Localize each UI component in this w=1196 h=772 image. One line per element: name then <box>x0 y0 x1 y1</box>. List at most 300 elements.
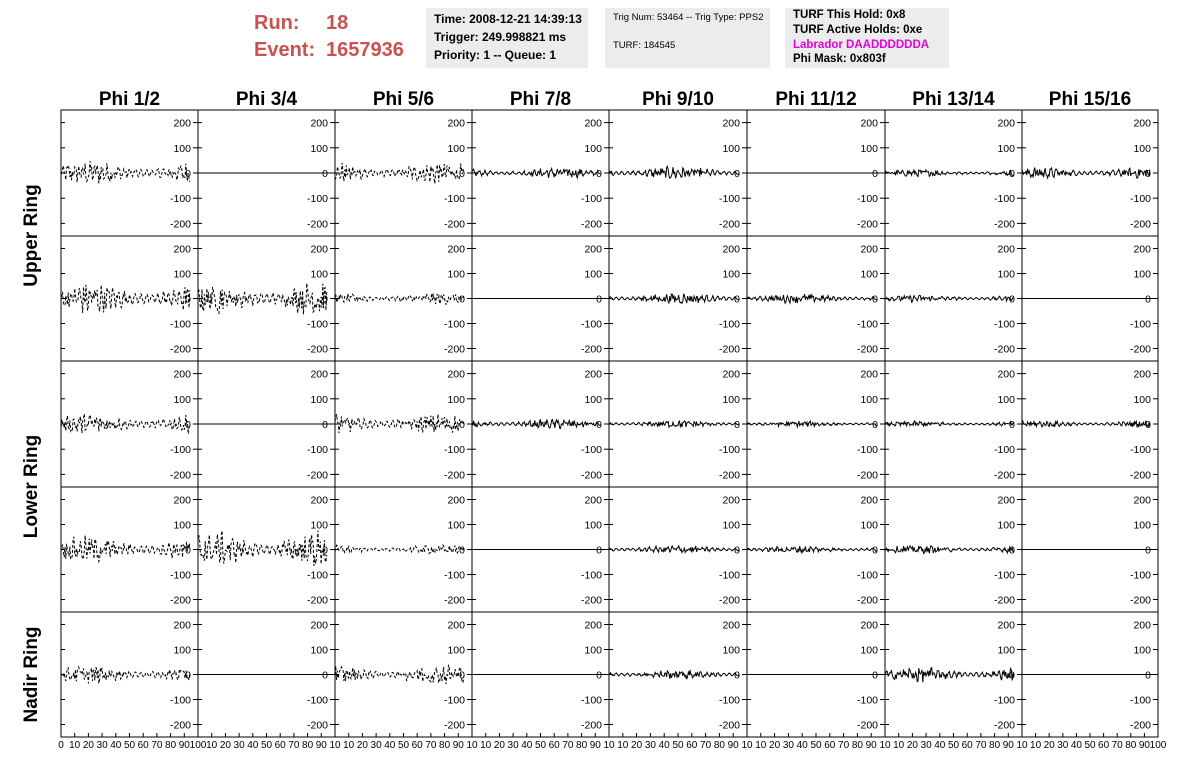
y-tick-label: 200 <box>584 368 602 381</box>
x-tick-label: 50 <box>260 740 273 751</box>
y-tick-label: 0 <box>459 293 465 306</box>
y-tick-label: -200 <box>306 218 328 231</box>
x-tick-label: 10 <box>480 740 492 751</box>
x-tick-label: 100 <box>1149 740 1167 751</box>
y-tick-label: 100 <box>173 268 191 281</box>
y-tick-label: -200 <box>718 218 740 231</box>
x-tick-label: 60 <box>1098 740 1110 751</box>
y-tick-label: -200 <box>306 343 328 356</box>
y-tick-label: -200 <box>306 469 328 482</box>
y-tick-label: 0 <box>596 419 602 431</box>
y-tick-label: -100 <box>718 444 740 457</box>
waveform-panel <box>472 110 609 236</box>
waveform-trace <box>335 163 464 184</box>
y-tick-label: -100 <box>580 569 602 582</box>
y-tick-label: 200 <box>860 243 878 256</box>
y-tick-label: 100 <box>860 644 878 657</box>
y-tick-label: -100 <box>580 694 602 707</box>
y-tick-label: -200 <box>718 469 740 482</box>
y-tick-label: -200 <box>306 594 328 607</box>
y-tick-label: -200 <box>1129 719 1151 732</box>
waveform-trace <box>1022 168 1150 179</box>
x-tick-label: 70 <box>838 740 850 751</box>
y-tick-label: 0 <box>1009 419 1015 431</box>
x-tick-label: 40 <box>796 740 808 751</box>
y-tick-label: 200 <box>310 368 328 381</box>
waveform-panel <box>472 236 609 361</box>
y-tick-label: 0 <box>1145 669 1151 682</box>
x-tick-label: 10 <box>741 740 753 751</box>
y-tick-label: 0 <box>596 168 602 180</box>
column-title: Phi 3/4 <box>235 89 298 110</box>
x-tick-label: 20 <box>493 740 505 751</box>
x-tick-label: 10 <box>755 740 767 751</box>
y-tick-label: -100 <box>718 193 740 206</box>
trigger-text: Trigger: 249.998821 ms <box>434 30 567 44</box>
y-tick-label: 200 <box>860 494 878 507</box>
y-tick-label: -100 <box>1129 694 1151 707</box>
waveform-panel <box>747 612 891 751</box>
waveform-panel <box>885 612 1028 751</box>
x-tick-label: 20 <box>82 740 94 751</box>
y-tick-label: -200 <box>580 594 602 607</box>
waveform-panel <box>885 236 1022 361</box>
y-tick-label: -200 <box>1129 469 1151 482</box>
x-tick-label: 40 <box>110 740 122 751</box>
y-tick-label: -200 <box>856 719 878 732</box>
turf-active-text: TURF Active Holds: 0xe <box>793 24 923 36</box>
x-tick-label: 20 <box>356 740 368 751</box>
x-tick-label: 70 <box>562 740 574 751</box>
column-title: Phi 5/6 <box>372 89 435 110</box>
x-tick-label: 70 <box>700 740 712 751</box>
y-tick-label: 200 <box>1133 243 1151 256</box>
run-value: 18 <box>326 12 349 34</box>
waveform-trace <box>335 293 464 304</box>
column-title: Phi 15/16 <box>1048 89 1132 110</box>
y-tick-label: 0 <box>596 293 602 306</box>
waveform-trace <box>198 283 327 314</box>
y-tick-label: 100 <box>447 268 465 281</box>
y-tick-label: 100 <box>447 142 465 155</box>
waveform-panel <box>885 110 1022 236</box>
y-tick-label: -100 <box>443 318 465 331</box>
time-text: Time: 2008-12-21 14:39:13 <box>434 12 582 26</box>
y-tick-label: 100 <box>447 393 465 406</box>
y-tick-label: -100 <box>306 193 328 206</box>
x-tick-label: 60 <box>411 740 423 751</box>
waveform-panel <box>61 236 198 361</box>
y-tick-label: 200 <box>722 619 740 632</box>
x-tick-label: 10 <box>343 740 355 751</box>
y-tick-label: -100 <box>856 694 878 707</box>
y-tick-label: 0 <box>1145 168 1151 180</box>
waveform-trace <box>61 414 190 434</box>
y-tick-label: -200 <box>169 218 191 231</box>
x-tick-label: 10 <box>206 740 218 751</box>
waveform-trace <box>61 285 190 313</box>
y-tick-label: 0 <box>322 293 328 306</box>
waveform-panel <box>609 236 747 361</box>
y-tick-label: 100 <box>1133 393 1151 406</box>
x-tick-label: 20 <box>219 740 231 751</box>
x-tick-label: 90 <box>727 740 739 751</box>
y-tick-label: 100 <box>997 644 1015 657</box>
y-tick-label: 200 <box>860 619 878 632</box>
row-title: Lower Ring <box>21 434 42 539</box>
waveform-trace <box>1022 421 1150 428</box>
y-tick-label: 200 <box>584 117 602 130</box>
x-tick-label: 80 <box>576 740 588 751</box>
y-tick-label: 100 <box>310 519 328 532</box>
waveform-panel <box>198 612 341 751</box>
x-tick-label: 90 <box>178 740 190 751</box>
y-tick-label: 200 <box>173 368 191 381</box>
x-tick-label: 90 <box>1138 740 1150 751</box>
y-tick-label: -200 <box>169 719 191 732</box>
x-tick-label: 50 <box>397 740 410 751</box>
waveform-trace <box>335 665 464 684</box>
waveform-panel <box>335 110 472 236</box>
y-tick-label: -100 <box>856 444 878 457</box>
waveform-panel <box>609 612 753 751</box>
y-tick-label: -100 <box>306 694 328 707</box>
x-tick-label: 80 <box>1125 740 1137 751</box>
y-tick-label: -200 <box>718 343 740 356</box>
waveform-panel <box>747 110 885 236</box>
y-tick-label: -100 <box>1129 569 1151 582</box>
y-tick-label: -200 <box>580 218 602 231</box>
priority-text: Priority: 1 -- Queue: 1 <box>434 48 557 62</box>
y-tick-label: 100 <box>997 142 1015 155</box>
waveform-panel <box>1022 361 1158 487</box>
x-tick-label: 10 <box>466 740 478 751</box>
x-tick-label: 10 <box>1030 740 1042 751</box>
y-tick-label: -200 <box>443 218 465 231</box>
y-tick-label: 200 <box>1133 117 1151 130</box>
y-tick-label: -200 <box>580 469 602 482</box>
y-tick-label: 200 <box>310 619 328 632</box>
y-tick-label: 200 <box>447 243 465 256</box>
y-tick-label: -200 <box>856 594 878 607</box>
y-tick-label: 100 <box>860 519 878 532</box>
y-tick-label: 0 <box>1009 168 1015 180</box>
y-tick-label: -100 <box>856 318 878 331</box>
x-tick-label: 70 <box>288 740 300 751</box>
y-tick-label: -200 <box>993 469 1015 482</box>
y-tick-label: -200 <box>169 343 191 356</box>
y-tick-label: -100 <box>993 694 1015 707</box>
y-tick-label: -200 <box>993 343 1015 356</box>
y-tick-label: -100 <box>306 569 328 582</box>
event-value: 1657936 <box>326 39 404 61</box>
x-tick-label: 80 <box>989 740 1001 751</box>
x-tick-label: 30 <box>370 740 382 751</box>
column-title: Phi 11/12 <box>775 89 857 110</box>
y-tick-label: 200 <box>997 494 1015 507</box>
waveform-panel <box>335 236 472 361</box>
waveform-panel <box>472 612 615 751</box>
waveform-trace <box>61 535 190 561</box>
waveform-panel <box>58 612 207 751</box>
y-tick-label: 100 <box>860 393 878 406</box>
column-title: Phi 7/8 <box>509 89 572 110</box>
x-tick-label: 10 <box>1016 740 1028 751</box>
phi-mask-text: Phi Mask: 0x803f <box>793 53 886 65</box>
turf-hold-text: TURF This Hold: 0x8 <box>793 9 906 21</box>
y-tick-label: -200 <box>993 218 1015 231</box>
x-tick-label: 80 <box>851 740 863 751</box>
y-tick-label: 100 <box>447 644 465 657</box>
y-tick-label: -100 <box>443 569 465 582</box>
x-tick-label: 90 <box>315 740 327 751</box>
waveform-panel <box>609 361 747 487</box>
y-tick-label: -200 <box>1129 343 1151 356</box>
waveform-panel <box>198 236 335 361</box>
y-tick-label: -100 <box>306 318 328 331</box>
y-tick-label: 100 <box>584 644 602 657</box>
x-tick-label: 60 <box>274 740 286 751</box>
x-tick-label: 10 <box>893 740 905 751</box>
y-tick-label: -100 <box>580 444 602 457</box>
x-tick-label: 30 <box>507 740 519 751</box>
y-tick-label: -200 <box>580 343 602 356</box>
y-tick-label: -200 <box>1129 218 1151 231</box>
x-tick-label: 40 <box>658 740 670 751</box>
y-tick-label: 100 <box>722 142 740 155</box>
x-tick-label: 80 <box>439 740 451 751</box>
waveform-trace <box>609 670 739 679</box>
waveform-trace <box>747 294 877 303</box>
x-tick-label: 40 <box>247 740 259 751</box>
column-title: Phi 13/14 <box>912 89 995 110</box>
y-tick-label: 100 <box>997 519 1015 532</box>
waveform-panel <box>472 487 609 612</box>
waveform-panel <box>609 487 747 612</box>
y-tick-label: 0 <box>1009 293 1015 306</box>
waveform-panel <box>198 487 335 612</box>
y-tick-label: 0 <box>185 544 191 557</box>
x-tick-label: 90 <box>1002 740 1014 751</box>
waveform-panel <box>1022 236 1158 361</box>
x-tick-label: 60 <box>961 740 973 751</box>
y-tick-label: 100 <box>722 644 740 657</box>
y-tick-label: 100 <box>584 393 602 406</box>
y-tick-label: 0 <box>459 669 465 682</box>
y-tick-label: 200 <box>447 368 465 381</box>
waveform-trace <box>885 546 1014 554</box>
y-tick-label: -200 <box>993 719 1015 732</box>
y-tick-label: 200 <box>173 117 191 130</box>
y-tick-label: 0 <box>1145 293 1151 306</box>
y-tick-label: 200 <box>447 117 465 130</box>
y-tick-label: -200 <box>580 719 602 732</box>
waveform-panel <box>198 361 335 487</box>
y-tick-label: -200 <box>443 469 465 482</box>
y-tick-label: 200 <box>722 117 740 130</box>
y-tick-label: -100 <box>718 569 740 582</box>
x-tick-label: 80 <box>302 740 314 751</box>
y-tick-label: 0 <box>1009 669 1015 682</box>
waveform-trace <box>472 169 601 178</box>
y-tick-label: -200 <box>993 594 1015 607</box>
x-tick-label: 40 <box>521 740 533 751</box>
y-tick-label: 100 <box>722 519 740 532</box>
y-tick-label: -200 <box>169 469 191 482</box>
y-tick-label: 0 <box>872 293 878 306</box>
x-tick-label: 60 <box>548 740 560 751</box>
y-tick-label: -100 <box>169 694 191 707</box>
x-tick-label: 10 <box>603 740 615 751</box>
y-tick-label: 200 <box>584 243 602 256</box>
y-tick-label: 0 <box>185 168 191 180</box>
y-tick-label: 100 <box>310 644 328 657</box>
waveform-panel <box>747 487 885 612</box>
y-tick-label: 100 <box>1133 519 1151 532</box>
y-tick-label: -100 <box>443 444 465 457</box>
waveform-trace <box>747 421 877 427</box>
y-tick-label: -200 <box>856 469 878 482</box>
waveform-trace <box>335 545 464 554</box>
y-tick-label: 200 <box>310 494 328 507</box>
x-tick-label: 50 <box>1084 740 1096 751</box>
y-tick-label: -200 <box>306 719 328 732</box>
x-tick-label: 20 <box>1043 740 1055 751</box>
trig-num-text: Trig Num: 53464 -- Trig Type: PPS2 <box>613 12 764 23</box>
waveform-trace <box>472 420 601 429</box>
x-tick-label: 70 <box>151 740 163 751</box>
y-tick-label: 200 <box>997 117 1015 130</box>
waveform-trace <box>61 667 190 683</box>
y-tick-label: -100 <box>993 569 1015 582</box>
x-tick-label: 10 <box>329 740 341 751</box>
y-tick-label: 100 <box>310 268 328 281</box>
x-tick-label: 30 <box>644 740 656 751</box>
y-tick-label: 100 <box>997 268 1015 281</box>
y-tick-label: 200 <box>997 619 1015 632</box>
y-tick-label: 100 <box>997 393 1015 406</box>
x-tick-label: 50 <box>123 740 136 751</box>
y-tick-label: 200 <box>1133 368 1151 381</box>
y-tick-label: 0 <box>185 669 191 682</box>
y-tick-label: 0 <box>322 168 328 180</box>
y-tick-label: 200 <box>860 368 878 381</box>
y-tick-label: 100 <box>310 142 328 155</box>
column-title: Phi 9/10 <box>642 89 714 110</box>
y-tick-label: -100 <box>443 193 465 206</box>
waveform-panel <box>1022 487 1158 612</box>
y-tick-label: -200 <box>718 719 740 732</box>
y-tick-label: 100 <box>584 142 602 155</box>
y-tick-label: -200 <box>856 343 878 356</box>
waveform-panel <box>885 487 1022 612</box>
x-tick-label: 20 <box>631 740 643 751</box>
y-tick-label: 0 <box>596 544 602 557</box>
y-tick-label: 100 <box>722 268 740 281</box>
y-tick-label: 200 <box>173 243 191 256</box>
y-tick-label: 0 <box>872 419 878 431</box>
waveform-trace <box>609 421 739 427</box>
y-tick-label: -100 <box>993 444 1015 457</box>
y-tick-label: -200 <box>169 594 191 607</box>
y-tick-label: 0 <box>459 544 465 557</box>
y-tick-label: 200 <box>310 117 328 130</box>
x-tick-label: 50 <box>534 740 547 751</box>
y-tick-label: 0 <box>185 293 191 306</box>
y-tick-label: -100 <box>718 694 740 707</box>
x-tick-label: 10 <box>879 740 891 751</box>
waveform-panel <box>747 236 885 361</box>
y-tick-label: -200 <box>718 594 740 607</box>
y-tick-label: 200 <box>1133 494 1151 507</box>
y-tick-label: 100 <box>1133 142 1151 155</box>
row-title: Nadir Ring <box>21 626 42 723</box>
y-tick-label: 0 <box>872 168 878 180</box>
x-tick-label: 30 <box>920 740 932 751</box>
y-tick-label: 200 <box>722 243 740 256</box>
y-tick-label: -100 <box>306 444 328 457</box>
y-tick-label: 100 <box>584 268 602 281</box>
x-tick-label: 30 <box>96 740 108 751</box>
y-tick-label: 0 <box>734 544 740 557</box>
event-label: Event: <box>254 39 316 61</box>
y-tick-label: -100 <box>169 193 191 206</box>
waveform-panel <box>198 110 335 236</box>
x-tick-label: 40 <box>934 740 946 751</box>
y-tick-label: 100 <box>1133 644 1151 657</box>
x-tick-label: 40 <box>384 740 396 751</box>
y-tick-label: 0 <box>872 544 878 557</box>
waveform-trace <box>198 531 327 566</box>
waveform-panel <box>1022 110 1158 236</box>
y-tick-label: -100 <box>443 694 465 707</box>
x-tick-label: 20 <box>906 740 918 751</box>
x-tick-label: 40 <box>1070 740 1082 751</box>
x-tick-label: 50 <box>810 740 822 751</box>
y-tick-label: 0 <box>459 168 465 180</box>
column-title: Phi 1/2 <box>98 89 161 110</box>
y-tick-label: -100 <box>1129 318 1151 331</box>
waveform-panel <box>61 361 198 487</box>
y-tick-label: 100 <box>173 644 191 657</box>
y-tick-label: 0 <box>1009 544 1015 557</box>
y-tick-label: -100 <box>1129 193 1151 206</box>
x-tick-label: 30 <box>1057 740 1069 751</box>
run-label: Run: <box>254 12 300 34</box>
labrador-text: Labrador DAADDDDDDA <box>793 39 930 51</box>
y-tick-label: 200 <box>584 494 602 507</box>
y-tick-label: 0 <box>1145 419 1151 431</box>
y-tick-label: 0 <box>734 669 740 682</box>
waveform-trace <box>885 421 1014 427</box>
y-tick-label: 100 <box>722 393 740 406</box>
y-tick-label: 0 <box>459 419 465 431</box>
x-tick-label: 10 <box>617 740 629 751</box>
waveform-panel <box>335 612 478 751</box>
y-tick-label: -100 <box>169 318 191 331</box>
waveform-trace <box>61 161 190 183</box>
waveform-trace <box>609 166 739 178</box>
y-tick-label: 200 <box>722 494 740 507</box>
row-title: Upper Ring <box>21 184 42 287</box>
waveform-panel <box>61 110 198 236</box>
y-tick-label: 100 <box>173 393 191 406</box>
waveform-panel <box>609 110 747 236</box>
x-tick-label: 0 <box>58 740 64 751</box>
y-tick-label: 100 <box>860 268 878 281</box>
y-tick-label: 200 <box>997 368 1015 381</box>
y-tick-label: 200 <box>997 243 1015 256</box>
